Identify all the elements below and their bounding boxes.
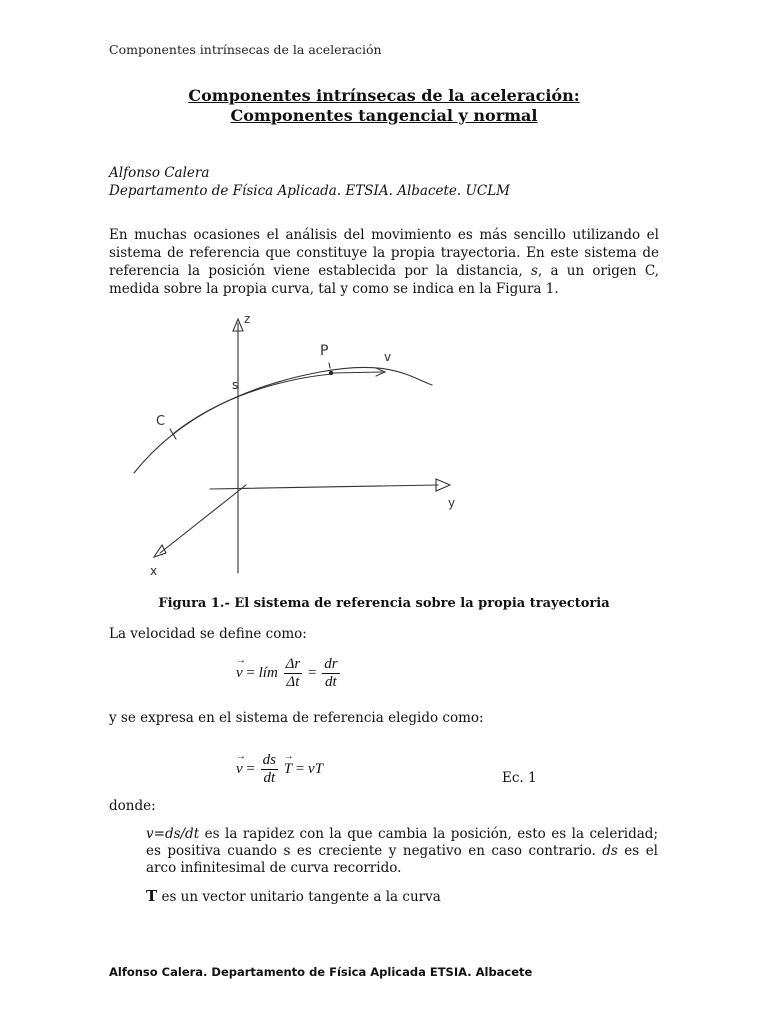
x-axis-arrowhead (154, 545, 166, 557)
eq2-fraction: $\frac{ds}{dt}$ (262, 752, 276, 786)
label-p: P (320, 343, 329, 359)
equation-label: Ec. 1 (502, 770, 537, 786)
equation-velocity-definition: → v = lím $\frac{\Delta r}{\Delta t}$ = $\frac{dr}{dt}$ (236, 656, 342, 691)
page-footer: Alfonso Calera. Departamento de Física Aplicada ETSIA. Albacete (109, 965, 533, 979)
eq1-lim: lím (258, 664, 278, 681)
author-affiliation: Departamento de Física Aplicada. ETSIA. Albacete. UCLM (109, 183, 510, 199)
author-block (109, 164, 510, 200)
intro-paragraph (109, 226, 659, 298)
eq2-T: → T (284, 761, 292, 778)
tick-c (170, 429, 176, 439)
x-axis-line (160, 485, 246, 553)
p-marker (329, 363, 330, 368)
label-c: C (156, 414, 166, 429)
trajectory-curve (134, 367, 432, 473)
intro-text-1: En muchas ocasiones el análisis del movimiento es más sencillo utilizando el sistema de referencia que constituye la propia trayectoria. En este sistema de referencia la posición viene establecida por la distancia, (109, 227, 659, 279)
label-s: s (232, 378, 239, 392)
eq1-fraction-delta: $\frac{\Delta r}{\Delta t}$ (285, 656, 301, 690)
velocity-intro: La velocidad se define como: (109, 626, 307, 642)
where-label: donde: (109, 798, 156, 814)
running-header: Componentes intrínsecas de la aceleración (109, 42, 382, 57)
point-p (329, 371, 333, 375)
label-v: v (384, 350, 392, 364)
definition-celerity: v=ds/dt es la rapidez con la que cambia la posición, esto es la celeridad; es positiva cuando s es creciente y negativo en caso contrario. ds es el arco infinitesimal de curva recorrido. (146, 826, 658, 876)
figure-caption: Figura 1.- El sistema de referencia sobre la propia trayectoria (158, 596, 610, 611)
equation-velocity-intrinsic: → v = $\frac{ds}{dt}$ → T = vT (236, 752, 323, 787)
definition-tangent-vector: T es un vector unitario tangente a la curva (146, 887, 441, 905)
label-x: x (150, 564, 158, 578)
def1-math: v=ds/dt (146, 826, 200, 842)
expressed-text: y se expresa en el sistema de referencia elegido como: (109, 710, 484, 726)
intro-text-2: , a un origen C, medida sobre la propia curva, tal y como se indica en la Figura 1. (109, 263, 659, 297)
velocity-vector (332, 372, 382, 373)
eq2-rhs: vT (308, 760, 324, 777)
def1-ds: ds (602, 843, 618, 859)
intro-s-symbol: s (530, 263, 538, 279)
def2-T: T (146, 887, 158, 905)
eq1-fraction-derivative: $\frac{dr}{dt}$ (324, 656, 338, 690)
document-title (0, 86, 768, 126)
label-y: y (448, 496, 456, 510)
eq1-v: → v (236, 665, 243, 682)
figure-1-sketch (120, 305, 460, 585)
arc-length-s (174, 374, 332, 433)
title-line-2: Componentes tangencial y normal (230, 106, 538, 125)
author-name: Alfonso Calera (109, 165, 210, 181)
title-line-1: Componentes intrínsecas de la aceleración: (188, 86, 580, 105)
eq2-v: → v (236, 761, 243, 778)
label-z: z (244, 312, 251, 326)
